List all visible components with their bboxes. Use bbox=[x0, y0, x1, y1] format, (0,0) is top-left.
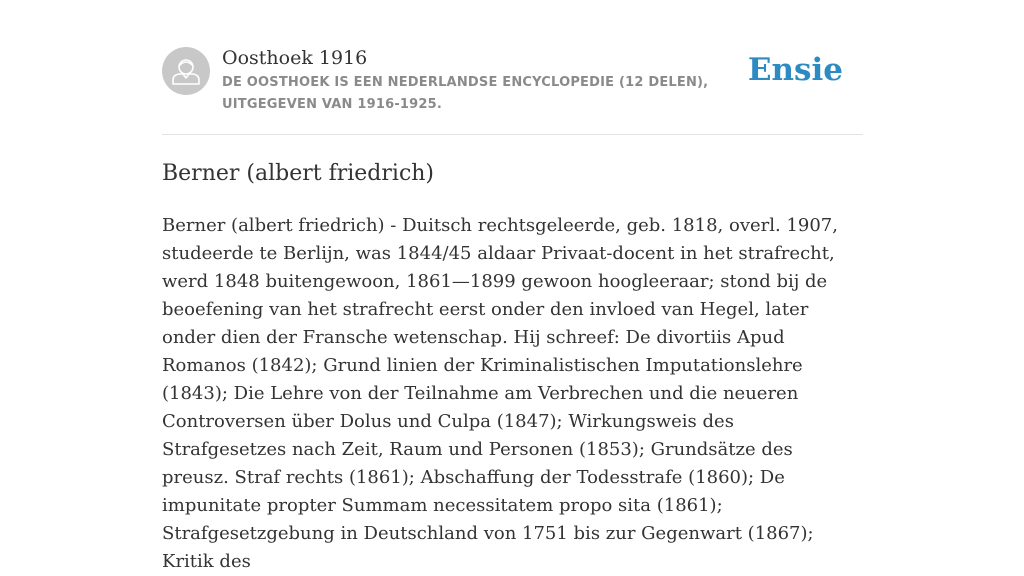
entry-container bbox=[162, 0, 863, 572]
user-icon bbox=[162, 47, 210, 95]
ensie-logo[interactable]: Ensie bbox=[747, 52, 843, 88]
entry-body: Berner (albert friedrich) - Duitsch rechtsgeleerde, geb. 1818, overl. 1907, studeerde te Berlijn, was 1844/45 aldaar Privaat-docent in het strafrecht, werd 1848 buitengewoon, 1861—1899 gewoon hoogleeraar; stond bij de beoefening van het strafrecht eerst onder den invloed van Hegel, later onder dien der Fransche wetenschap. Hij schreef: De divortiis Apud Romanos (1842); Grund linien der Kriminalistischen Imputationslehre (1843); Die Lehre von der Teilnahme am Verbrechen und die neueren Controversen über Dolus und Culpa (1847); Wirkungsweis des Strafgesetzes nach Zeit, Raum und Personen (1853); Grundsätze des preusz. Straf rechts (1861); Abschaffung der Todesstrafe (1860); De impunitate propter Summam necessitatem propo sita (1861); Strafgesetzgebung in Deutschland von 1751 bis zur Gegenwart (1867); Kritik des bbox=[162, 215, 838, 572]
source-name[interactable]: Oosthoek 1916 bbox=[222, 47, 368, 69]
entry-title: Berner (albert friedrich) bbox=[162, 161, 435, 186]
source-header bbox=[162, 0, 863, 135]
avatar[interactable] bbox=[162, 47, 210, 95]
source-description: DE OOSTHOEK IS EEN NEDERLANDSE ENCYCLOPEDIE (12 DELEN), UITGEGEVEN VAN 1916-1925. bbox=[222, 75, 709, 112]
